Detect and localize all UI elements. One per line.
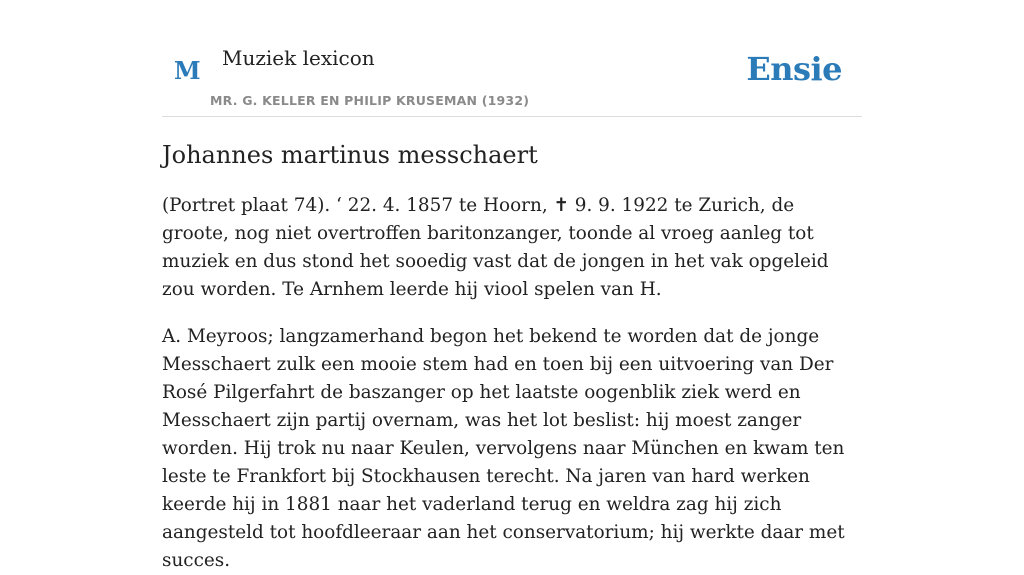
book-authors: MR. G. KELLER EN PHILIP KRUSEMAN (1932) — [210, 93, 530, 108]
entry-paragraph: (Portret plaat 74). ‘ 22. 4. 1857 te Hoorn, ✝ 9. 9. 1922 te Zurich, de groote, nog niet overtroffen baritonzanger, toonde al vroeg aanleg tot muziek en dus stond het sooedig vast dat de jongen in het vak opgeleid zou worden. Te Arnhem leerde hij viool spelen van H. — [162, 195, 829, 300]
entry-title: Johannes martinus messchaert — [162, 141, 538, 169]
page — [162, 0, 862, 571]
ensie-logo[interactable]: Ensie — [746, 50, 842, 88]
book-icon[interactable]: M — [174, 56, 201, 85]
book-header — [162, 0, 862, 117]
entry-paragraph: A. Meyroos; langzamerhand begon het bekend te worden dat de jonge Messchaert zulk een mooie stem had en toen bij een uitvoering van Der Rosé Pilgerfahrt de baszanger op het laatste oogenblik ziek werd en Messchaert zijn partij overnam, was het lot beslist: hij moest zanger worden. Hij trok nu naar Keulen, vervolgens naar München en kwam ten leste te Frankfort bij Stockhausen terecht. Na jaren van hard werken keerde hij in 1881 naar het vaderland terug en weldra zag hij zich aangesteld tot hoofdleeraar aan het conservatorium; hij werkte daar met succes. — [162, 326, 845, 571]
book-title[interactable]: Muziek lexicon — [222, 46, 375, 70]
